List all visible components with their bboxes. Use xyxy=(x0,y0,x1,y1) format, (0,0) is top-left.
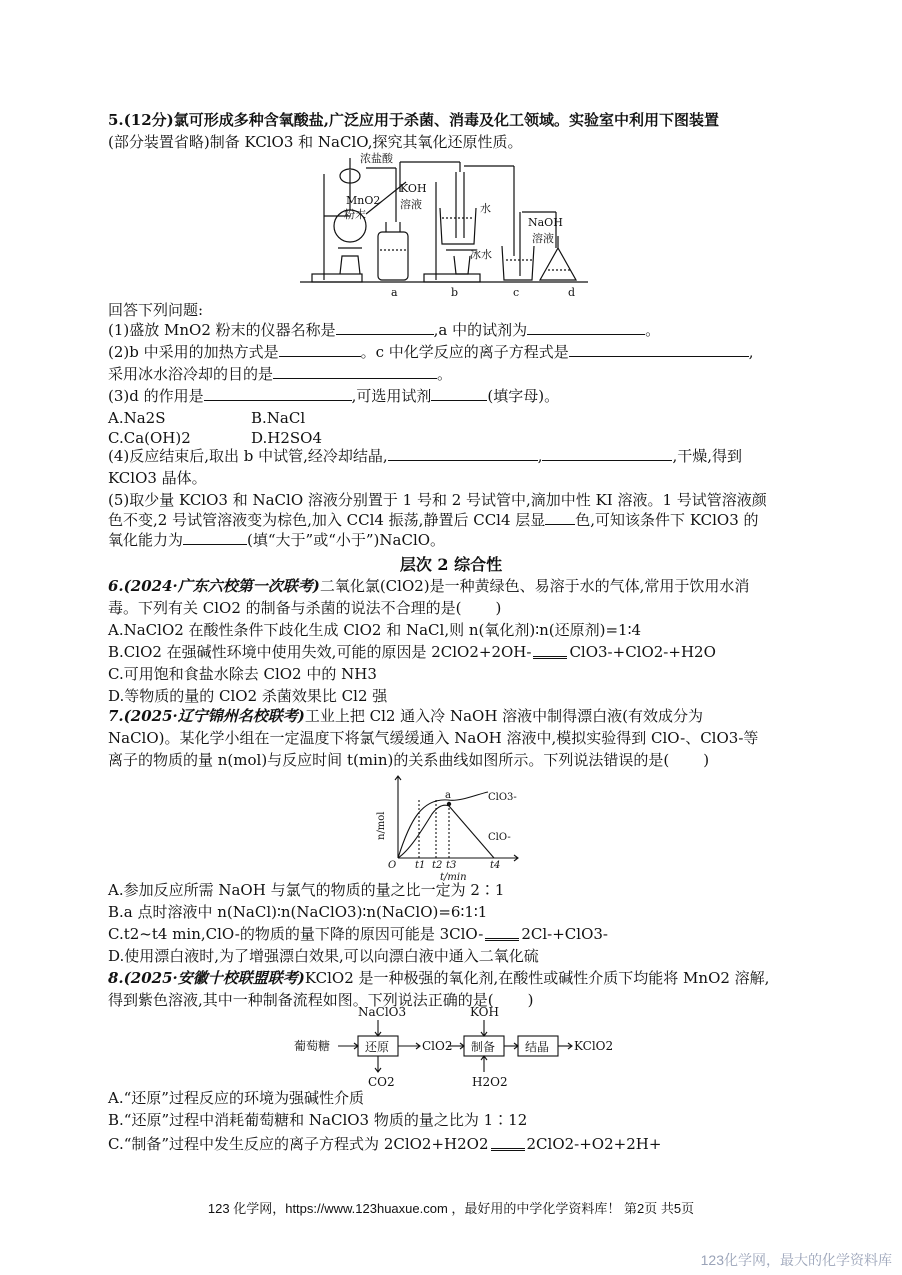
graph-ylabel: n/mol xyxy=(376,811,387,840)
q5-part-1: (1)盛放 MnO2 粉末的仪器名称是 ,a 中的试剂为 。 xyxy=(108,321,661,339)
flow-box-prepare: 制备 xyxy=(471,1040,496,1054)
page-footer: 123 化学网，https://www.123huaxue.com ，最好用的中学化学资料库！ 第2页 共5页 xyxy=(207,1201,695,1216)
q7-option-c: C.t2~t4 min,ClO-的物质的量下降的原因可能是 3ClO- 2Cl-+ClO3- xyxy=(108,925,608,943)
q6-option-c: C.可用饱和食盐水除去 ClO2 中的 NH3 xyxy=(108,665,377,683)
q6-option-d: D.等物质的量的 ClO2 杀菌效果比 Cl2 强 xyxy=(108,687,388,705)
apparatus-label: 浓盐酸 xyxy=(360,152,393,165)
q5-line-2: (部分装置省略)制备 KClO3 和 NaClO,探究其氧化还原性质。 xyxy=(108,133,523,151)
q7-option-d: D.使用漂白液时,为了增强漂白效果,可以向漂白液中通入二氧化硫 xyxy=(108,947,539,965)
q8-line-1: 8.(2025·安徽十校联盟联考)KClO2 是一种极强的氧化剂,在酸性或碱性介质下均能将 MnO2 溶解, xyxy=(108,969,770,987)
q8-flowchart xyxy=(292,1006,622,1090)
q7-graph xyxy=(370,770,530,882)
apparatus-letter: d xyxy=(568,286,576,299)
q5-option-d: D.H2SO4 xyxy=(251,429,323,447)
apparatus-label: 水 xyxy=(480,202,491,215)
q5-option-a: A.Na2S xyxy=(108,409,166,427)
apparatus-label: NaOH xyxy=(528,216,563,229)
q8-option-b: B.“还原”过程中消耗葡萄糖和 NaClO3 物质的量之比为 1∶12 xyxy=(108,1111,528,1129)
apparatus-label: KOH xyxy=(400,182,427,195)
q5-part-4b: KClO3 晶体。 xyxy=(108,469,207,487)
section-title: 层次 2 综合性 xyxy=(399,555,503,574)
apparatus-label: 溶液 xyxy=(400,198,422,211)
q8-option-a: A.“还原”过程反应的环境为强碱性介质 xyxy=(108,1089,364,1107)
q7-option-a: A.参加反应所需 NaOH 与氯气的物质的量之比一定为 2∶1 xyxy=(108,881,505,899)
flow-end: KClO2 xyxy=(574,1039,614,1053)
graph-tick: t4 xyxy=(490,860,501,871)
q6-line-1: 6.(2024·广东六校第一次联考)二氧化氯(ClO2)是一种黄绿色、易溶于水的气体,常用于饮用水消 xyxy=(108,577,750,595)
q5-part-2b: 采用冰水浴冷却的目的是 。 xyxy=(108,365,453,383)
graph-tick: t3 xyxy=(446,860,457,871)
flow-box-reduce: 还原 xyxy=(365,1040,390,1054)
q5-part-5: (5)取少量 KClO3 和 NaClO 溶液分别置于 1 号和 2 号试管中,滴加中性 KI 溶液。1 号试管溶液颜 xyxy=(108,491,767,509)
q5-part-4: (4)反应结束后,取出 b 中试管,经冷却结晶, , ,干燥,得到 xyxy=(108,447,743,465)
apparatus-letter: c xyxy=(513,286,520,299)
apparatus-letter: b xyxy=(451,286,459,299)
graph-curve-label: ClO- xyxy=(488,832,511,843)
apparatus-label: 粉末 xyxy=(344,208,366,221)
flow-input: NaClO3 xyxy=(358,1006,407,1019)
graph-tick: t1 xyxy=(415,860,426,871)
q7-option-b: B.a 点时溶液中 n(NaCl)∶n(NaClO3)∶n(NaClO)=6∶1∶1 xyxy=(108,903,488,921)
q6-option-a: A.NaClO2 在酸性条件下歧化生成 ClO2 和 NaCl,则 n(氧化剂)∶n(还原剂)=1∶4 xyxy=(108,621,642,639)
watermark: 123化学网，最大的化学资料库 xyxy=(700,1252,892,1268)
graph-point-label: a xyxy=(445,790,451,801)
q5-part-2: (2)b 中采用的加热方式是 。c 中化学反应的离子方程式是 , xyxy=(108,343,754,361)
q5-part-5c: 氧化能力为 (填“大于”或“小于”)NaClO。 xyxy=(108,531,446,549)
q6-line-2: 毒。下列有关 ClO2 的制备与杀菌的说法不合理的是( ) xyxy=(108,599,502,617)
flow-input: H2O2 xyxy=(472,1075,508,1089)
flow-output: CO2 xyxy=(368,1075,395,1089)
apparatus-label: 溶液 xyxy=(532,232,554,245)
apparatus-label: 冰水 xyxy=(470,248,492,261)
graph-tick: t2 xyxy=(432,860,443,871)
graph-curve-label: ClO3- xyxy=(488,792,517,803)
graph-xlabel: t/min xyxy=(440,872,467,882)
flow-mid: ClO2 xyxy=(422,1039,453,1053)
flow-box-crystallize: 结晶 xyxy=(525,1040,550,1054)
apparatus-label: MnO2 xyxy=(346,194,381,207)
apparatus-letter: a xyxy=(391,286,398,299)
flow-start: 葡萄糖 xyxy=(294,1039,331,1053)
q5-line-1: 5.(12分)氯可形成多种含氧酸盐,广泛应用于杀菌、消毒及化工领域。实验室中利用下图装置 xyxy=(108,111,719,129)
q7-line-1: 7.(2025·辽宁锦州名校联考)工业上把 Cl2 通入冷 NaOH 溶液中制得漂白液(有效成分为 xyxy=(108,707,704,725)
q8-option-c: C.“制备”过程中发生反应的离子方程式为 2ClO2+H2O2 2ClO2-+O2+2H+ xyxy=(108,1135,662,1153)
q6-option-b: B.ClO2 在强碱性环境中使用失效,可能的原因是 2ClO2+2OH- ClO3-+ClO2-+H2O xyxy=(108,643,716,661)
q5-part-5b: 色不变,2 号试管溶液变为棕色,加入 CCl4 振荡,静置后 CCl4 层显 色,可知该条件下 KClO3 的 xyxy=(108,511,759,529)
q5-prompt: 回答下列问题: xyxy=(108,301,204,319)
graph-origin: O xyxy=(388,860,397,871)
q5-part-3: (3)d 的作用是 ,可选用试剂 (填字母)。 xyxy=(108,387,560,405)
q7-line-3: 离子的物质的量 n(mol)与反应时间 t(min)的关系曲线如图所示。下列说法错误的是( ) xyxy=(108,751,710,769)
flow-input: KOH xyxy=(470,1006,499,1019)
q7-line-2: NaClO)。某化学小组在一定温度下将氯气缓缓通入 NaOH 溶液中,模拟实验得到 ClO-、ClO3-等 xyxy=(108,729,759,747)
q5-option-b: B.NaCl xyxy=(251,409,306,427)
q5-apparatus-diagram xyxy=(296,152,596,302)
q8-line-2: 得到紫色溶液,其中一种制备流程如图。下列说法正确的是( ) xyxy=(108,991,534,1009)
q5-option-c: C.Ca(OH)2 xyxy=(108,429,191,447)
